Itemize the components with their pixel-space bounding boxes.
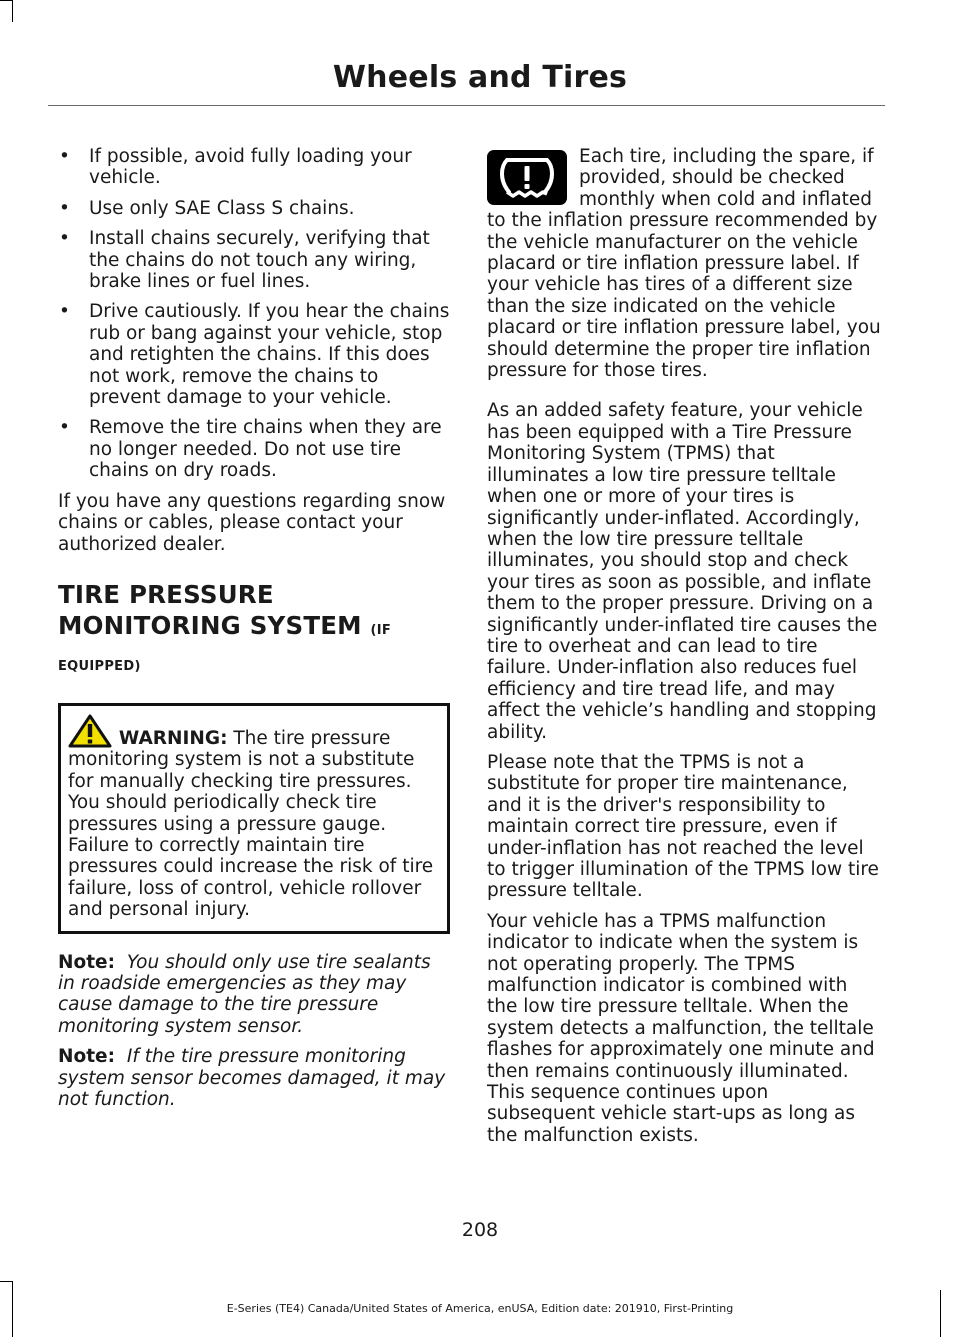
crop-mark xyxy=(0,1281,12,1282)
malfunction-paragraph: Your vehicle has a TPMS malfunction indicator to indicate when the system is not operating properly. The TPMS malfunction indicator is combined with the low tire pressure telltale. When the system detects a malfunction, the telltale flashes for approximately one minute and then remains continuously illuminated. This sequence continues upon subsequent vehicle start-ups as long as the malfunction exists. xyxy=(487,910,875,1146)
tpms-note-paragraph: Please note that the TPMS is not a substitute for proper tire maintenance, and it is the driver's responsibility to maintain correct tire pressure, even if under-inflation has not reached the level to trigger illumination of the TPMS low tire pressure telltale. xyxy=(487,751,879,902)
list-item: • Use only SAE Class S chains. xyxy=(58,198,450,219)
note-label: Note: xyxy=(58,1046,115,1068)
list-item: • If possible, avoid fully loading your vehicle. xyxy=(58,146,450,189)
tpms-paragraph: As an added safety feature, your vehicle has been equipped with a Tire Pressure Monitoring System (TPMS) that illuminates a low tire pressure telltale when one or more of your tires is significantly under-inflated. Accordingly, when the low tire pressure telltale illuminates, you should stop and check your tires as soon as possible, and inflate them to the proper pressure. Driving on a significantly under-inflated tire causes the tire to overheat and can lead to tire failure. Under-inflation also reduces fuel efficiency and tire tread life, and may affect the vehicle’s handling and stopping ability. xyxy=(487,400,878,743)
section-heading xyxy=(58,579,450,682)
list-item: • Drive cautiously. If you hear the chains rub or bang against your vehicle, stop and retighten the chains. If this does not work, remove the chains to prevent damage to your vehicle. xyxy=(58,301,450,408)
warning-triangle-icon xyxy=(67,714,113,748)
left-column xyxy=(58,146,450,1119)
note-paragraph xyxy=(58,1046,450,1110)
warning-label: WARNING: xyxy=(118,727,228,749)
list-item: • Remove the tire chains when they are no longer needed. Do not use tire chains on dry roads. xyxy=(58,417,450,481)
section-title: TIRE PRESSURE MONITORING SYSTEM xyxy=(58,579,362,640)
tire-pressure-warning-icon xyxy=(487,150,567,205)
warning-text: The tire pressure monitoring system is not a substitute for manually checking tire pressures. You should periodically check tire pressures using a pressure gauge. Failure to correctly maintain tire pressures could increase the risk of tire failure, loss of control, vehicle rollover and personal injury. xyxy=(68,727,434,921)
note-text: If the tire pressure monitoring system sensor becomes damaged, it may not function. xyxy=(58,1046,446,1110)
note-text: You should only use tire sealants in roadside emergencies as they may cause damage to the tire pressure monitoring system sensor. xyxy=(58,951,431,1037)
header-divider xyxy=(48,105,885,106)
note-label: Note: xyxy=(58,951,115,973)
section-qualifier: (IF EQUIPPED) xyxy=(58,622,392,674)
list-item: • Install chains securely, verifying that the chains do not touch any wiring, brake lines or fuel lines. xyxy=(58,228,450,292)
note-paragraph xyxy=(58,952,450,1038)
right-column xyxy=(487,146,881,1155)
page-title: Wheels and Tires xyxy=(332,60,628,95)
crop-mark xyxy=(0,0,12,1)
crop-mark xyxy=(12,0,13,22)
page-number: 208 xyxy=(461,1219,499,1241)
inflation-paragraph: Each tire, including the spare, if provided, should be checked monthly when cold and inflated to the inflation pressure recommended by the vehicle manufacturer on the vehicle placard or tire inflation pressure label. If your vehicle has tires of a different size than the size indicated on the vehicle placard or tire inflation pressure label, you should determine the proper tire inflation pressure for those tires. xyxy=(487,146,881,382)
warning-box xyxy=(58,703,450,934)
bullet-list xyxy=(58,146,450,482)
footer-text: E-Series (TE4) Canada/United States of America, enUSA, Edition date: 201910, First-Printing xyxy=(226,1302,734,1315)
dealer-paragraph: If you have any questions regarding snow chains or cables, please contact your authorized dealer. xyxy=(58,490,446,555)
